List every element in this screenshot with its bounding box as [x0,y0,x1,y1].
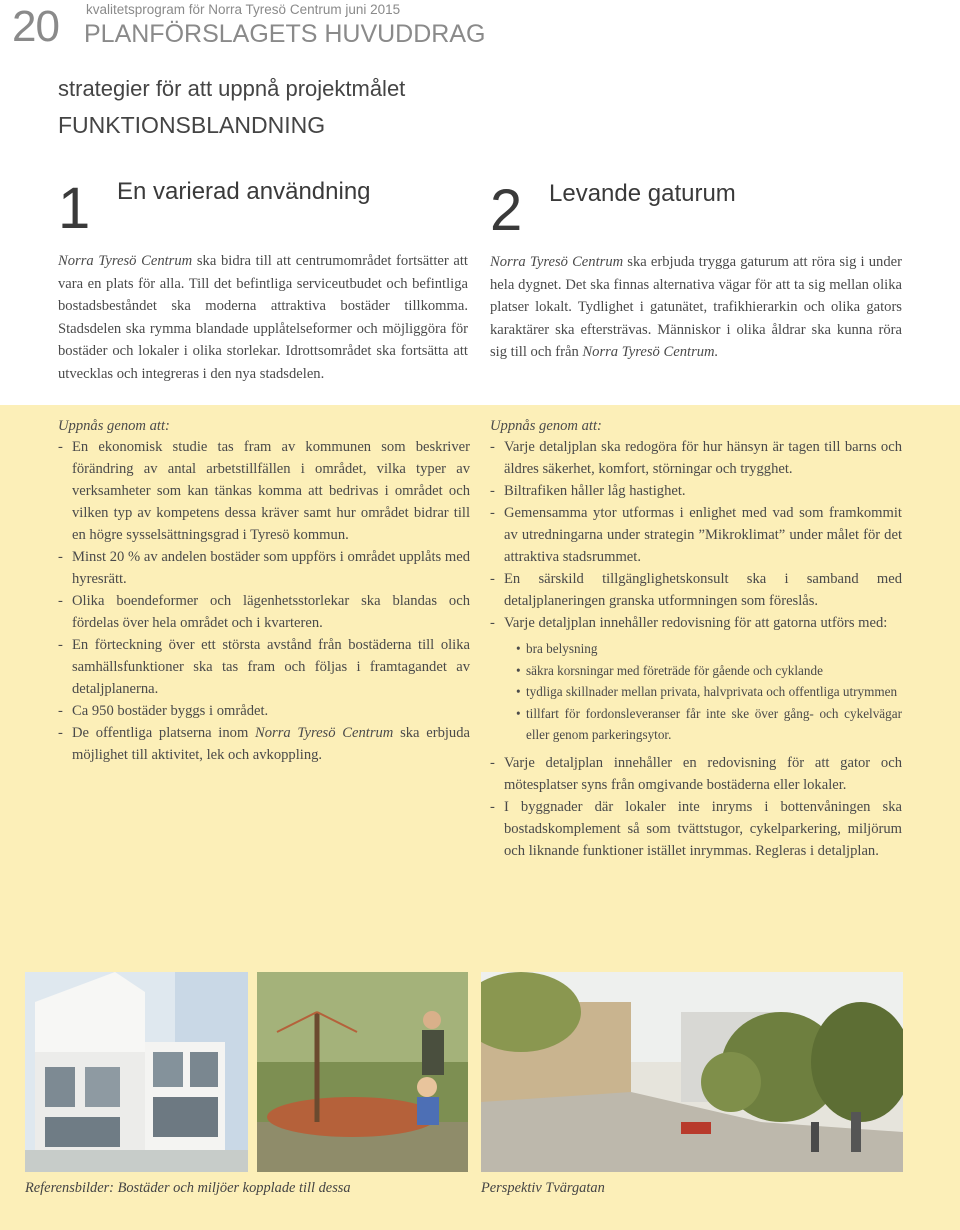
list-item: - En förteckning över ett största avstånd från bostäderna till olika samhällsfunktioner ska tas fram och följas i framtagandet av detaljplanerna. [58,634,470,700]
caption-reference-images: Referensbilder: Bostäder och miljöer kopplade till dessa [25,1180,351,1196]
list-item: - Biltrafiken håller låg hastighet. [490,480,902,502]
building-illustration [25,972,248,1172]
page-number: 20 [12,2,59,51]
reference-photo-playground [257,972,468,1172]
sub-list-item: • tillfart för fordonsleveranser får inte ske över gång- och cykelvägar eller genom parkeringsytor. [504,703,902,746]
document-meta: kvalitetsprogram för Norra Tyresö Centrum juni 2015 [86,2,401,17]
sub-list-item: • tydliga skillnader mellan privata, halvprivata och offentliga utrymmen [504,681,902,703]
document-title: PLANFÖRSLAGETS HUVUDDRAG [84,20,486,48]
intro-paragraph-2 [490,251,902,364]
reference-photo-building [25,972,248,1172]
street-illustration [481,972,903,1172]
place-name: Norra Tyresö Centrum. [582,344,719,360]
measures-list-1 [58,436,470,766]
list-item-text: Varje detaljplan innehåller redovisning för att gatorna utförs med: [504,615,888,631]
list-item [490,612,902,746]
place-name: Norra Tyresö Centrum [58,253,193,269]
sub-list [504,638,902,746]
intro-text: ska erbjuda trygga gaturum att röra sig i under hela dygnet. Det ska finnas alternativa vägar för att ta sig mellan olika platser lokalt. Tydlighet i gatunätet, trafikhierarkin och olika gators karaktärer ska eftersträvas. Människor i olika åldrar ska kunna röra sig till och från [490,254,902,360]
measures-heading: Uppnås genom att: [490,418,602,434]
list-item: - En särskild tillgänglighetskonsult ska i samband med detaljplaneringen granska utformningen som föreslås. [490,568,902,612]
page-subtitle: strategier för att uppnå projektmålet [58,76,406,101]
section-heading-1: En varierad användning [117,178,371,205]
section-heading-2: Levande gaturum [549,180,736,207]
section-number-1: 1 [58,176,91,241]
list-item: - I byggnader där lokaler inte inryms i bottenvåningen ska bostadskomplement så som tvättstugor, cykelparkering, miljörum och liknande funktioner istället inrymmas. Regleras i detaljplan. [490,796,902,862]
intro-text: ska bidra till att centrumområdet fortsätter att vara en plats för alla. Till det befintliga serviceutbudet och befintliga bostadsbeståndet ska moderna attraktiva bostäder tillkomma. Stadsdelen ska rymma blandade upplåtelseformer och möjliggöra för bostäder och lokaler i olika storlekar. Idrottsområdet ska fortsätta att utvecklas och integreras i den nya stadsdelen. [58,253,468,382]
measures-block-1 [58,418,470,766]
playground-illustration [257,972,468,1172]
section-number-2: 2 [490,178,523,243]
intro-paragraph-1 [58,250,468,385]
measures-block-2 [490,418,902,862]
list-item: - Varje detaljplan ska redogöra för hur hänsyn är tagen till barns och äldres säkerhet, komfort, störningar och trygghet. [490,436,902,480]
list-item: - Varje detaljplan innehåller en redovisning för att gator och mötesplatser syns från omgivande bostäderna eller lokaler. [490,752,902,796]
list-item [58,722,470,766]
perspective-photo-street [481,972,903,1172]
section-title: FUNKTIONSBLANDNING [58,112,326,138]
measures-heading: Uppnås genom att: [58,418,170,434]
measures-list-2 [490,436,902,862]
place-name: Norra Tyresö Centrum [255,725,394,741]
place-name: Norra Tyresö Centrum [490,254,624,270]
list-item: - Ca 950 bostäder byggs i området. [58,700,470,722]
list-item: - Minst 20 % av andelen bostäder som uppförs i området upplåts med hyresrätt. [58,546,470,590]
list-item: - Olika boendeformer och lägenhetsstorlekar ska blandas och fördelas över hela området och i kvarteren. [58,590,470,634]
list-item: - En ekonomisk studie tas fram av kommunen som beskriver förändring av antal arbetstillfällen i området, vilka typer av verksamheter som kan tänkas komma att bedrivas i området och vilken typ av kompetens dessa kräver samt hur området bidrar till en högre sysselsättningsgrad i Tyresö kommun. [58,436,470,546]
list-item: - Gemensamma ytor utformas i enlighet med vad som framkommit av utredningarna under strategin ”Mikroklimat” under målet för det attraktiva stadsrummet. [490,502,902,568]
list-item-text: De offentliga platserna inom [72,725,256,741]
sub-list-item: • bra belysning [504,638,902,660]
caption-perspective: Perspektiv Tvärgatan [481,1180,605,1196]
sub-list-item: • säkra korsningar med företräde för gående och cyklande [504,660,902,682]
list-item-text: ska erbjuda möjlighet till aktivitet, lek och avkoppling. [72,725,470,763]
